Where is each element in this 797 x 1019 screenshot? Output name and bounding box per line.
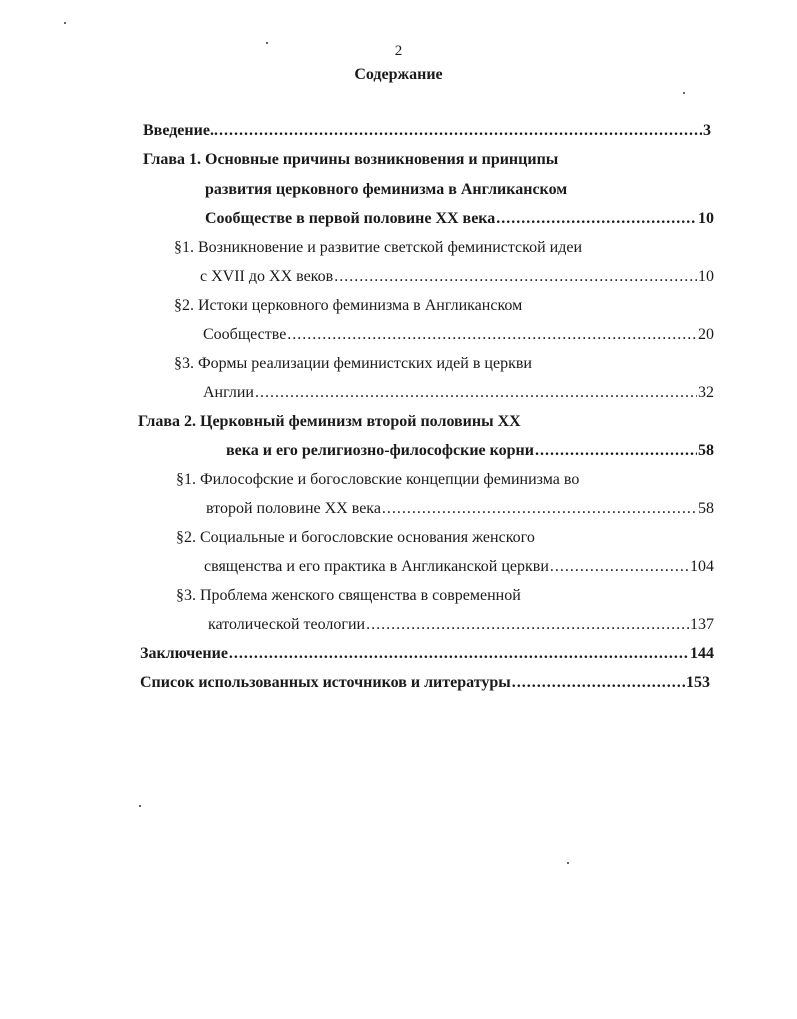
scan-speck xyxy=(266,42,268,44)
leader-dots xyxy=(366,615,689,635)
leader-dots xyxy=(535,441,697,461)
toc-entry-text: Глава 2. Церковный феминизм второй половины XX xyxy=(138,413,521,430)
toc-entry-section2-3-line2[interactable] xyxy=(208,615,714,635)
toc-entry-intro[interactable] xyxy=(143,121,711,141)
toc-entry-section2-2-line1[interactable] xyxy=(176,528,535,548)
leader-dots xyxy=(287,325,697,345)
toc-entry-text: Заключение xyxy=(140,645,228,662)
toc-page-number: 10 xyxy=(698,268,714,285)
toc-entry-text: второй половине XX века xyxy=(206,500,381,517)
page-title: Содержание xyxy=(354,66,443,83)
scan-speck xyxy=(139,805,141,807)
toc-entry-section1-3-line2[interactable] xyxy=(203,383,714,403)
leader-dots xyxy=(334,267,697,287)
toc-entry-text: §3. Формы реализации феминистских идей в церкви xyxy=(174,355,532,372)
toc-page-number: 137 xyxy=(690,616,714,633)
toc-entry-chapter2-line2[interactable] xyxy=(226,441,714,461)
scan-speck xyxy=(567,862,569,864)
toc-entry-section2-2-line2[interactable] xyxy=(204,557,714,577)
toc-entry-chapter1-line1[interactable] xyxy=(143,150,558,170)
toc-entry-bibliography[interactable] xyxy=(140,673,710,693)
toc-page-number: 104 xyxy=(690,558,714,575)
toc-page-number: 3 xyxy=(703,122,711,139)
toc-entry-chapter2-line1[interactable] xyxy=(138,412,521,432)
toc-page-number: 144 xyxy=(690,645,714,662)
toc-entry-text: Сообществе в первой половине XX века xyxy=(205,210,496,227)
toc-page-number: 10 xyxy=(698,210,714,227)
leader-dots xyxy=(382,499,697,519)
toc-entry-text: §2. Социальные и богословские основания женского xyxy=(176,529,535,546)
toc-entry-text: с XVII до XX веков xyxy=(200,268,334,285)
leader-dots xyxy=(229,644,689,664)
toc-entry-section1-1-line1[interactable] xyxy=(174,238,582,258)
toc-page-number: 153 xyxy=(686,674,710,691)
toc-entry-section2-1-line2[interactable] xyxy=(206,499,714,519)
toc-entry-text: Введение.. xyxy=(143,122,218,139)
leader-dots xyxy=(550,557,689,577)
toc-entry-conclusion[interactable] xyxy=(140,644,714,664)
toc-entry-text: священства и его практика в Англиканской церкви xyxy=(204,558,549,575)
toc-entry-text: §1. Возникновение и развитие светской феминистской идеи xyxy=(174,239,583,256)
toc-entry-section1-3-line1[interactable] xyxy=(174,354,532,374)
toc-entry-chapter1-line3[interactable] xyxy=(205,209,714,229)
toc-entry-section2-1-line1[interactable] xyxy=(176,470,579,490)
toc-entry-text: §1. Философские и богословские концепции феминизма во xyxy=(176,471,580,488)
toc-entry-text: Англии xyxy=(203,384,254,401)
page-number: 2 xyxy=(394,43,403,59)
toc-page-number: 32 xyxy=(698,384,714,401)
toc-entry-section1-2-line2[interactable] xyxy=(203,325,714,345)
toc-entry-section1-2-line1[interactable] xyxy=(174,296,522,316)
leader-dots xyxy=(255,383,697,403)
toc-page-number: 20 xyxy=(698,326,714,343)
toc-entry-section1-1-line2[interactable] xyxy=(200,267,714,287)
toc-page-number: 58 xyxy=(698,500,714,517)
toc-entry-text: Глава 1. Основные причины возникновения и принципы xyxy=(143,151,559,168)
toc-entry-text: католической теологии xyxy=(208,616,366,633)
toc-entry-text: века и его религиозно-философские корни xyxy=(226,442,534,459)
leader-dots xyxy=(496,209,697,229)
toc-entry-text: развития церковного феминизма в Англиканском xyxy=(205,181,568,198)
toc-entry-text: Сообществе xyxy=(203,326,287,343)
scan-speck xyxy=(683,92,685,94)
toc-entry-chapter1-line2[interactable] xyxy=(205,180,567,200)
toc-entry-text: §3. Проблема женского священства в современной xyxy=(176,587,521,604)
leader-dots xyxy=(512,673,685,693)
toc-entry-text: §2. Истоки церковного феминизма в Англиканском xyxy=(174,297,523,314)
toc-page-number: 58 xyxy=(698,442,714,459)
toc-entry-section2-3-line1[interactable] xyxy=(176,586,521,606)
leader-dots xyxy=(219,121,702,141)
toc-entry-text: Список использованных источников и литературы xyxy=(140,674,511,691)
scan-speck xyxy=(64,22,66,24)
